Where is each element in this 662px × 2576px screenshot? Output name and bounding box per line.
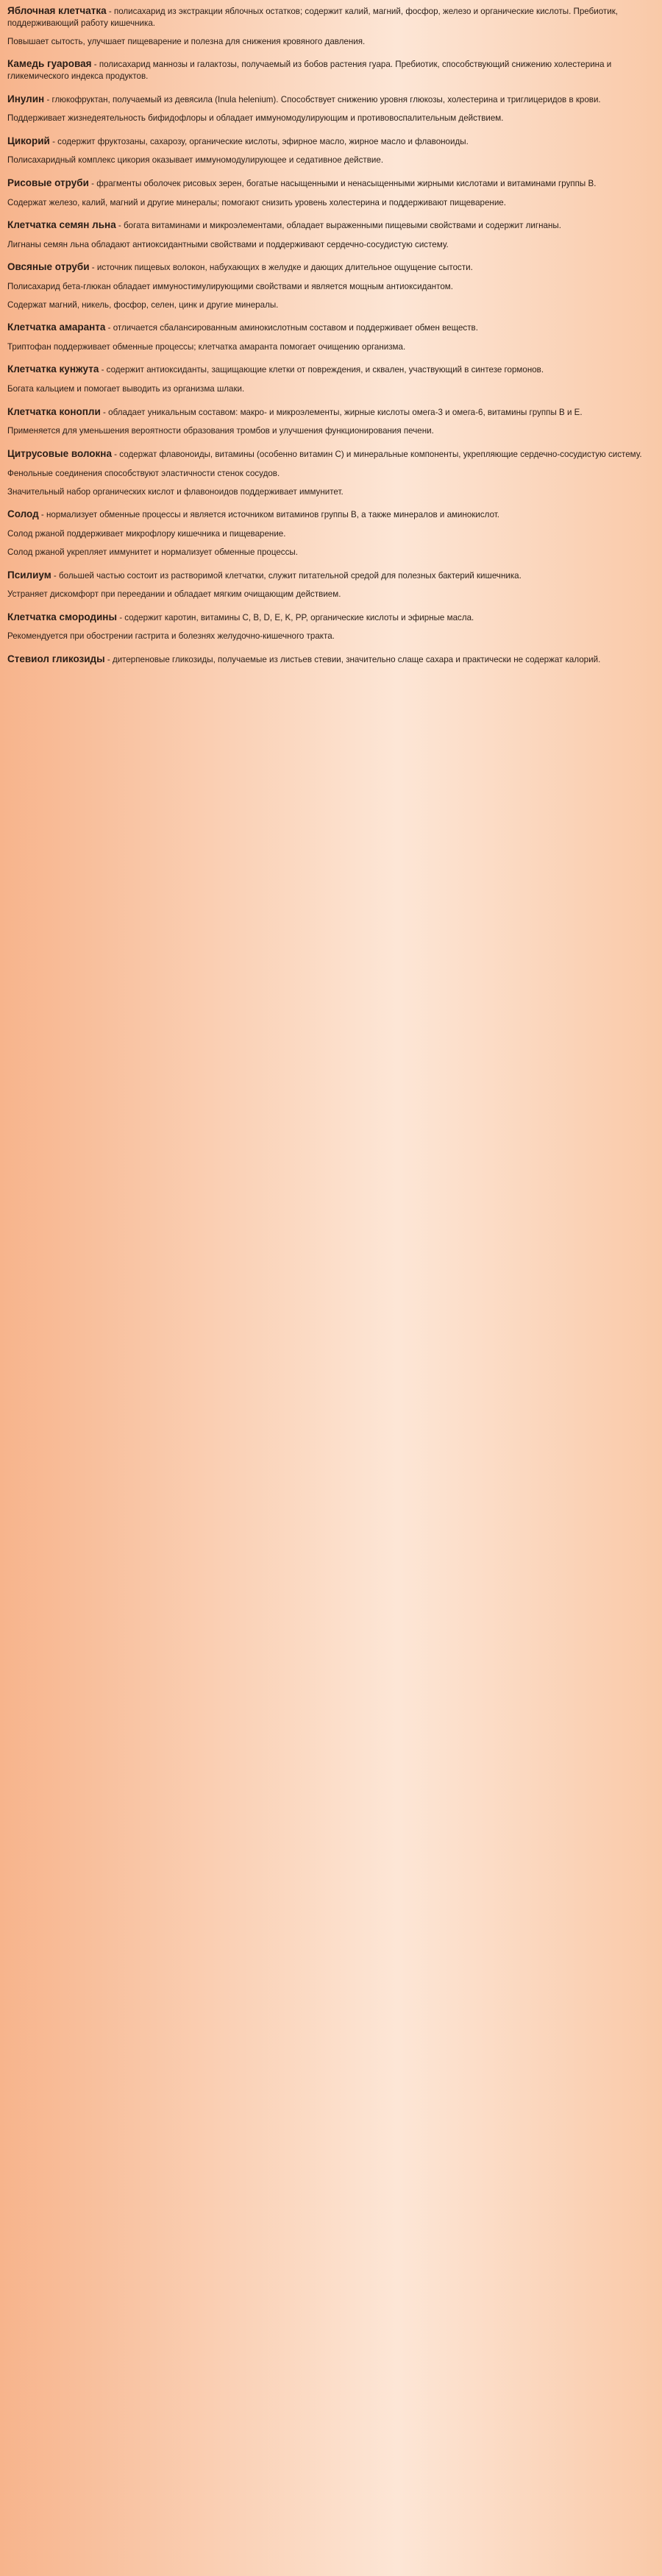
section-paragraph: Солод ржаной укрепляет иммунитет и нормализует обменные процессы. [7, 547, 298, 558]
section-paragraph: Содержат железо, калий, магний и другие минералы; помогают снизить уровень холестерина и поддерживают пищеварение. [7, 197, 506, 207]
section-heading: Клетчатка семян льна [7, 219, 116, 230]
section [7, 653, 655, 666]
section-heading: Яблочная клетчатка [7, 5, 107, 16]
section-heading: Клетчатка смородины [7, 611, 117, 622]
section-intro-paragraph [7, 260, 655, 274]
heading-separator: - [88, 178, 97, 188]
section-heading: Овсяные отруби [7, 260, 90, 272]
heading-separator: - [51, 570, 60, 581]
section-paragraph: Применяется для уменьшения вероятности образования тромбов и улучшения функционирования печени. [7, 426, 434, 436]
section-intro-text: отличается сбалансированным аминокислотным составом и поддерживает обмен веществ. [113, 323, 478, 333]
section [7, 363, 655, 394]
section-paragraph: Триптофан поддерживает обменные процессы; клетчатка амаранта помогает очищению организма. [7, 342, 406, 352]
heading-separator: - [115, 220, 124, 230]
heading-separator: - [49, 136, 58, 146]
section-intro-text: нормализует обменные процессы и является источником витаминов группы B, а также минералов и аминокислот. [46, 510, 500, 520]
section-intro-paragraph [7, 447, 655, 461]
section-intro-paragraph [7, 363, 655, 376]
heading-separator: - [89, 262, 97, 272]
section-paragraph: Полисахаридный комплекс цикория оказывает иммуномодулирующее и седативное действие. [7, 155, 384, 166]
section-paragraph: Значительный набор органических кислот и флавоноидов поддерживает иммунитет. [7, 486, 344, 497]
section [7, 93, 655, 124]
section-paragraph: Содержат магний, никель, фосфор, селен, цинк и другие минералы. [7, 300, 279, 311]
section-intro-paragraph [7, 508, 655, 521]
section [7, 569, 655, 600]
section-intro-text: источник пищевых волокон, набухающих в желудке и дающих длительное ощущение сытости. [96, 262, 473, 272]
section-paragraph: Рекомендуется при обострении гастрита и болезнях желудочно-кишечного тракта. [7, 631, 335, 642]
section-heading: Камедь гуаровая [7, 58, 92, 70]
section-paragraph: Солод ржаной поддерживает микрофлору кишечника и пищеварение. [7, 528, 286, 539]
section-intro-paragraph [7, 653, 655, 666]
section-intro-text: обладает уникальным составом: макро- и микроэлементы, жирные кислоты омега-3 и омега-6, витамины группы B и E. [108, 407, 583, 417]
section-intro-text: фрагменты оболочек рисовых зерен, богатые насыщенными и ненасыщенными жирными кислотами и витаминами группы B. [96, 178, 597, 188]
section [7, 447, 655, 497]
section-heading: Клетчатка конопли [7, 405, 101, 417]
section [7, 135, 655, 166]
section-intro-text: содержит фруктозаны, сахарозу, органические кислоты, эфирное масло, жирное масло и флавоноиды. [57, 136, 469, 146]
section-intro-paragraph [7, 321, 655, 334]
section-heading: Цикорий [7, 135, 50, 146]
section-intro-paragraph [7, 93, 655, 106]
article [0, 0, 662, 691]
heading-separator: - [106, 7, 114, 16]
section-intro-paragraph [7, 135, 655, 148]
heading-separator: - [44, 94, 52, 104]
heading-separator: - [105, 323, 113, 333]
section [7, 508, 655, 558]
section-heading: Рисовые отруби [7, 177, 89, 188]
section [7, 260, 655, 311]
section-intro-text: дитерпеновые гликозиды, получаемые из листьев стевии, значительно слаще сахара и практически не содержат калорий. [112, 654, 601, 664]
section-paragraph: Богата кальцием и помогает выводить из организма шлаки. [7, 384, 245, 394]
section-intro-paragraph [7, 611, 655, 624]
section-heading: Клетчатка амаранта [7, 322, 106, 333]
section-intro-text: большей частью состоит из растворимой клетчатки, служит питательной средой для полезных бактерий кишечника. [59, 570, 522, 581]
heading-separator: - [38, 510, 47, 520]
section-paragraph: Фенольные соединения способствуют эластичности стенок сосудов. [7, 468, 280, 478]
section-intro-paragraph [7, 57, 655, 82]
section-intro-text: богата витаминами и микроэлементами, обладает выраженными пищевыми свойствами и содержит лигнаны. [124, 220, 561, 230]
section-heading: Цитрусовые волокна [7, 447, 112, 459]
section [7, 219, 655, 250]
section-heading: Псилиум [7, 569, 51, 581]
section-paragraph: Устраняет дискомфорт при переедании и обладает мягким очищающим действием. [7, 589, 341, 600]
heading-separator: - [116, 612, 125, 622]
section-paragraph: Полисахарид бета-глюкан обладает иммуностимулирующими свойствами и является мощным антиоксидантом. [7, 281, 454, 291]
section [7, 177, 655, 208]
section-intro-text: содержат флавоноиды, витамины (особенно витамин C) и минеральные компоненты, укрепляющие сердечно-сосудистую систему. [119, 449, 642, 459]
section-heading: Инулин [7, 93, 45, 104]
section [7, 4, 655, 47]
section-intro-text: глюкофруктан, получаемый из девясила (Inula helenium). Способствует снижению уровня глюкозы, холестерина и триглицеридов в крови. [51, 94, 601, 104]
section-paragraph: Повышает сытость, улучшает пищеварение и полезна для снижения кровяного давления. [7, 37, 366, 47]
heading-separator: - [100, 407, 109, 417]
section-paragraph: Лигнаны семян льна обладают антиоксидантными свойствами и поддерживают сердечно-сосудистую систему. [7, 239, 449, 249]
heading-separator: - [91, 60, 99, 70]
section-intro-paragraph [7, 405, 655, 419]
section-intro-text: полисахарид из экстракции яблочных остатков; содержит калий, магний, фосфор, железо и органические кислоты. Пребиотик, поддерживающий работу кишечника. [7, 7, 619, 28]
section-heading: Солод [7, 508, 39, 520]
section [7, 611, 655, 642]
heading-separator: - [99, 365, 107, 375]
section-heading: Стевиол гликозиды [7, 653, 105, 664]
section-intro-text: содержит каротин, витамины C, B, D, E, K, PP, органические кислоты и эфирные масла. [124, 612, 474, 622]
section-heading: Клетчатка кунжута [7, 363, 99, 375]
section-intro-paragraph [7, 4, 655, 29]
section-intro-paragraph [7, 177, 655, 190]
section [7, 57, 655, 82]
section-paragraph: Поддерживает жизнедеятельность бифидофлоры и обладает иммуномодулирующим и противовоспалительным действием. [7, 113, 504, 124]
heading-separator: - [104, 654, 113, 664]
section [7, 321, 655, 352]
section-intro-text: полисахарид маннозы и галактозы, получаемый из бобов растения гуара. Пребиотик, способствующий снижению холестерина и гликемического индекса продуктов. [7, 60, 612, 82]
section-intro-text: содержит антиоксиданты, защищающие клетки от повреждения, и сквален, участвующий в синтезе гормонов. [106, 365, 544, 375]
section [7, 405, 655, 437]
section-intro-paragraph [7, 569, 655, 582]
heading-separator: - [111, 449, 120, 459]
section-intro-paragraph [7, 219, 655, 232]
